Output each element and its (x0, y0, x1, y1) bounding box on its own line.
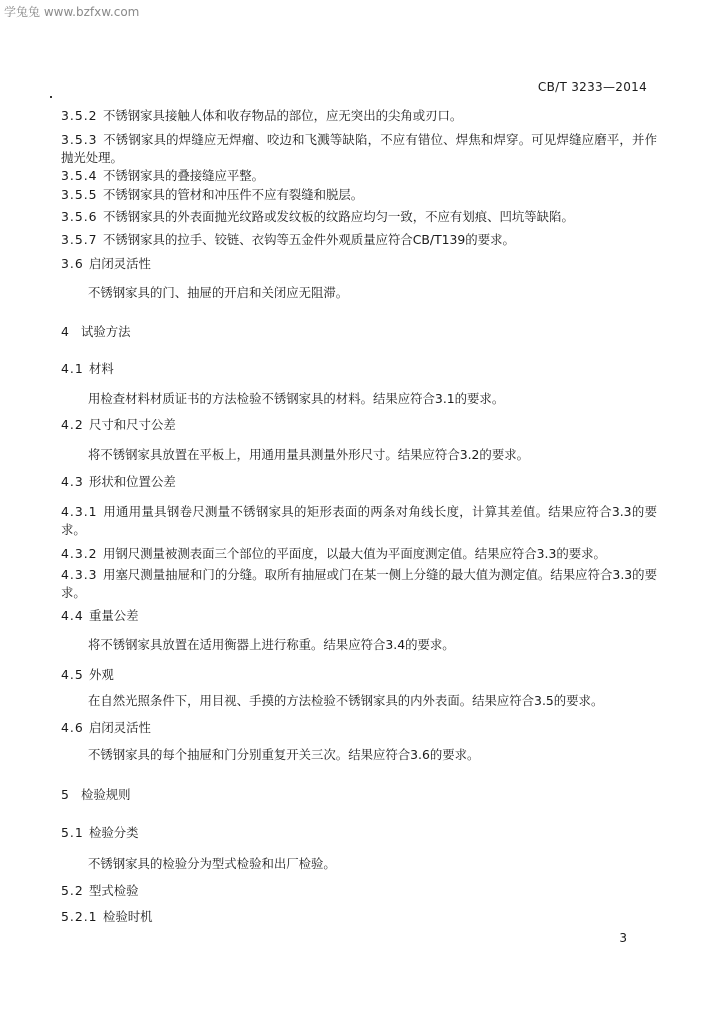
clause-text: 型式检验 (89, 883, 139, 898)
clause-heading (61, 417, 657, 433)
subclause (61, 503, 657, 539)
section-heading (61, 787, 657, 803)
clause-text: 用塞尺测量抽屉和门的分缝。取所有抽屉或门在某一侧上分缝的最大值为测定值。结果应符合3.3的要求。 (61, 567, 657, 600)
clause-text: 尺寸和尺寸公差 (89, 417, 176, 432)
subclause (61, 108, 657, 124)
clause-heading (61, 256, 657, 272)
clause-text: 将不锈钢家具放置在平板上，用通用量具测量外形尺寸。结果应符合3.2的要求。 (88, 447, 529, 462)
clause-text: 检验分类 (89, 825, 139, 840)
clause-text: 用通用量具钢卷尺测量不锈钢家具的矩形表面的两条对角线长度，计算其差值。结果应符合3.3的要求。 (61, 504, 657, 537)
clause-number: 4.5 (61, 667, 84, 682)
section-heading (61, 324, 657, 340)
clause-text: 将不锈钢家具放置在适用衡器上进行称重。结果应符合3.4的要求。 (88, 637, 455, 652)
clause-text: 不锈钢家具的检验分为型式检验和出厂检验。 (88, 856, 336, 871)
paragraph (88, 693, 657, 709)
clause-number: 5.1 (61, 825, 84, 840)
clause-text: 启闭灵活性 (89, 720, 151, 735)
paragraph (88, 391, 657, 407)
clause-text: 用钢尺测量被测表面三个部位的平面度，以最大值为平面度测定值。结果应符合3.3的要求。 (103, 546, 606, 561)
subclause (61, 209, 657, 225)
clause-number: 4.3.1 (61, 504, 98, 519)
clause-heading (61, 667, 657, 683)
subclause (61, 232, 657, 248)
paragraph (88, 747, 657, 763)
clause-text: 用检查材料材质证书的方法检验不锈钢家具的材料。结果应符合3.1的要求。 (88, 391, 505, 406)
clause-number: 4.4 (61, 608, 84, 623)
clause-number: 4.2 (61, 417, 84, 432)
clause-number: 3.5.3 (61, 132, 98, 147)
clause-number: 5.2.1 (61, 909, 98, 924)
paragraph (88, 447, 657, 463)
clause-text: 启闭灵活性 (89, 256, 151, 271)
clause-number: 3.6 (61, 256, 84, 271)
subclause (61, 566, 657, 602)
clause-text: 重量公差 (89, 608, 139, 623)
subclause (61, 546, 657, 562)
clause-number: 3.5.7 (61, 232, 98, 247)
clause-text: 不锈钢家具的外表面抛光纹路或发纹板的纹路应均匀一致，不应有划痕、凹坑等缺陷。 (103, 209, 574, 224)
clause-number: 5 (61, 787, 70, 802)
clause-number: 4.3.3 (61, 567, 98, 582)
clause-heading (61, 608, 657, 624)
watermark: 学兔兔 www.bzfxw.com (4, 5, 140, 19)
clause-number: 4.3 (61, 474, 84, 489)
clause-text: 检验规则 (81, 787, 131, 802)
clause-number: 3.5.4 (61, 168, 98, 183)
clause-heading (61, 883, 657, 899)
page-number: 3 (619, 931, 627, 945)
clause-heading (61, 474, 657, 490)
clause-text: 材料 (89, 361, 114, 376)
clause-text: 形状和位置公差 (89, 474, 176, 489)
clause-number: 4.6 (61, 720, 84, 735)
paragraph (88, 637, 657, 653)
clause-text: 外观 (89, 667, 114, 682)
clause-text: 不锈钢家具的叠接缝应平整。 (103, 168, 265, 183)
clause-number: 3.5.5 (61, 187, 98, 202)
clause-heading (61, 720, 657, 736)
clause-number: 4.3.2 (61, 546, 98, 561)
clause-number: 3.5.2 (61, 108, 98, 123)
clause-text: 不锈钢家具的门、抽屉的开启和关闭应无阻滞。 (88, 285, 349, 300)
clause-text: 在自然光照条件下，用目视、手摸的方法检验不锈钢家具的内外表面。结果应符合3.5的要求。 (88, 693, 604, 708)
clause-number: 4 (61, 324, 70, 339)
clause-text: 不锈钢家具的每个抽屉和门分别重复开关三次。结果应符合3.6的要求。 (88, 747, 480, 762)
clause-heading (61, 825, 657, 841)
subclause (61, 131, 657, 167)
clause-number: 3.5.6 (61, 209, 98, 224)
clause-text: 不锈钢家具接触人体和收存物品的部位，应无突出的尖角或刃口。 (103, 108, 463, 123)
clause-heading (61, 361, 657, 377)
clause-text: 试验方法 (81, 324, 131, 339)
margin-mark (50, 96, 52, 98)
paragraph (88, 856, 657, 872)
clause-number: 5.2 (61, 883, 84, 898)
subclause (61, 187, 657, 203)
standard-id: CB/T 3233—2014 (537, 80, 647, 94)
clause-number: 4.1 (61, 361, 84, 376)
clause-text: 检验时机 (103, 909, 153, 924)
paragraph (88, 285, 657, 301)
clause-text: 不锈钢家具的焊缝应无焊瘤、咬边和飞溅等缺陷，不应有错位、焊焦和焊穿。可见焊缝应磨平，并作抛光处理。 (61, 132, 657, 165)
subclause (61, 909, 657, 925)
clause-text: 不锈钢家具的管材和冲压件不应有裂缝和脱层。 (103, 187, 364, 202)
subclause (61, 168, 657, 184)
clause-text: 不锈钢家具的拉手、铰链、衣钩等五金件外观质量应符合CB/T139的要求。 (103, 232, 515, 247)
